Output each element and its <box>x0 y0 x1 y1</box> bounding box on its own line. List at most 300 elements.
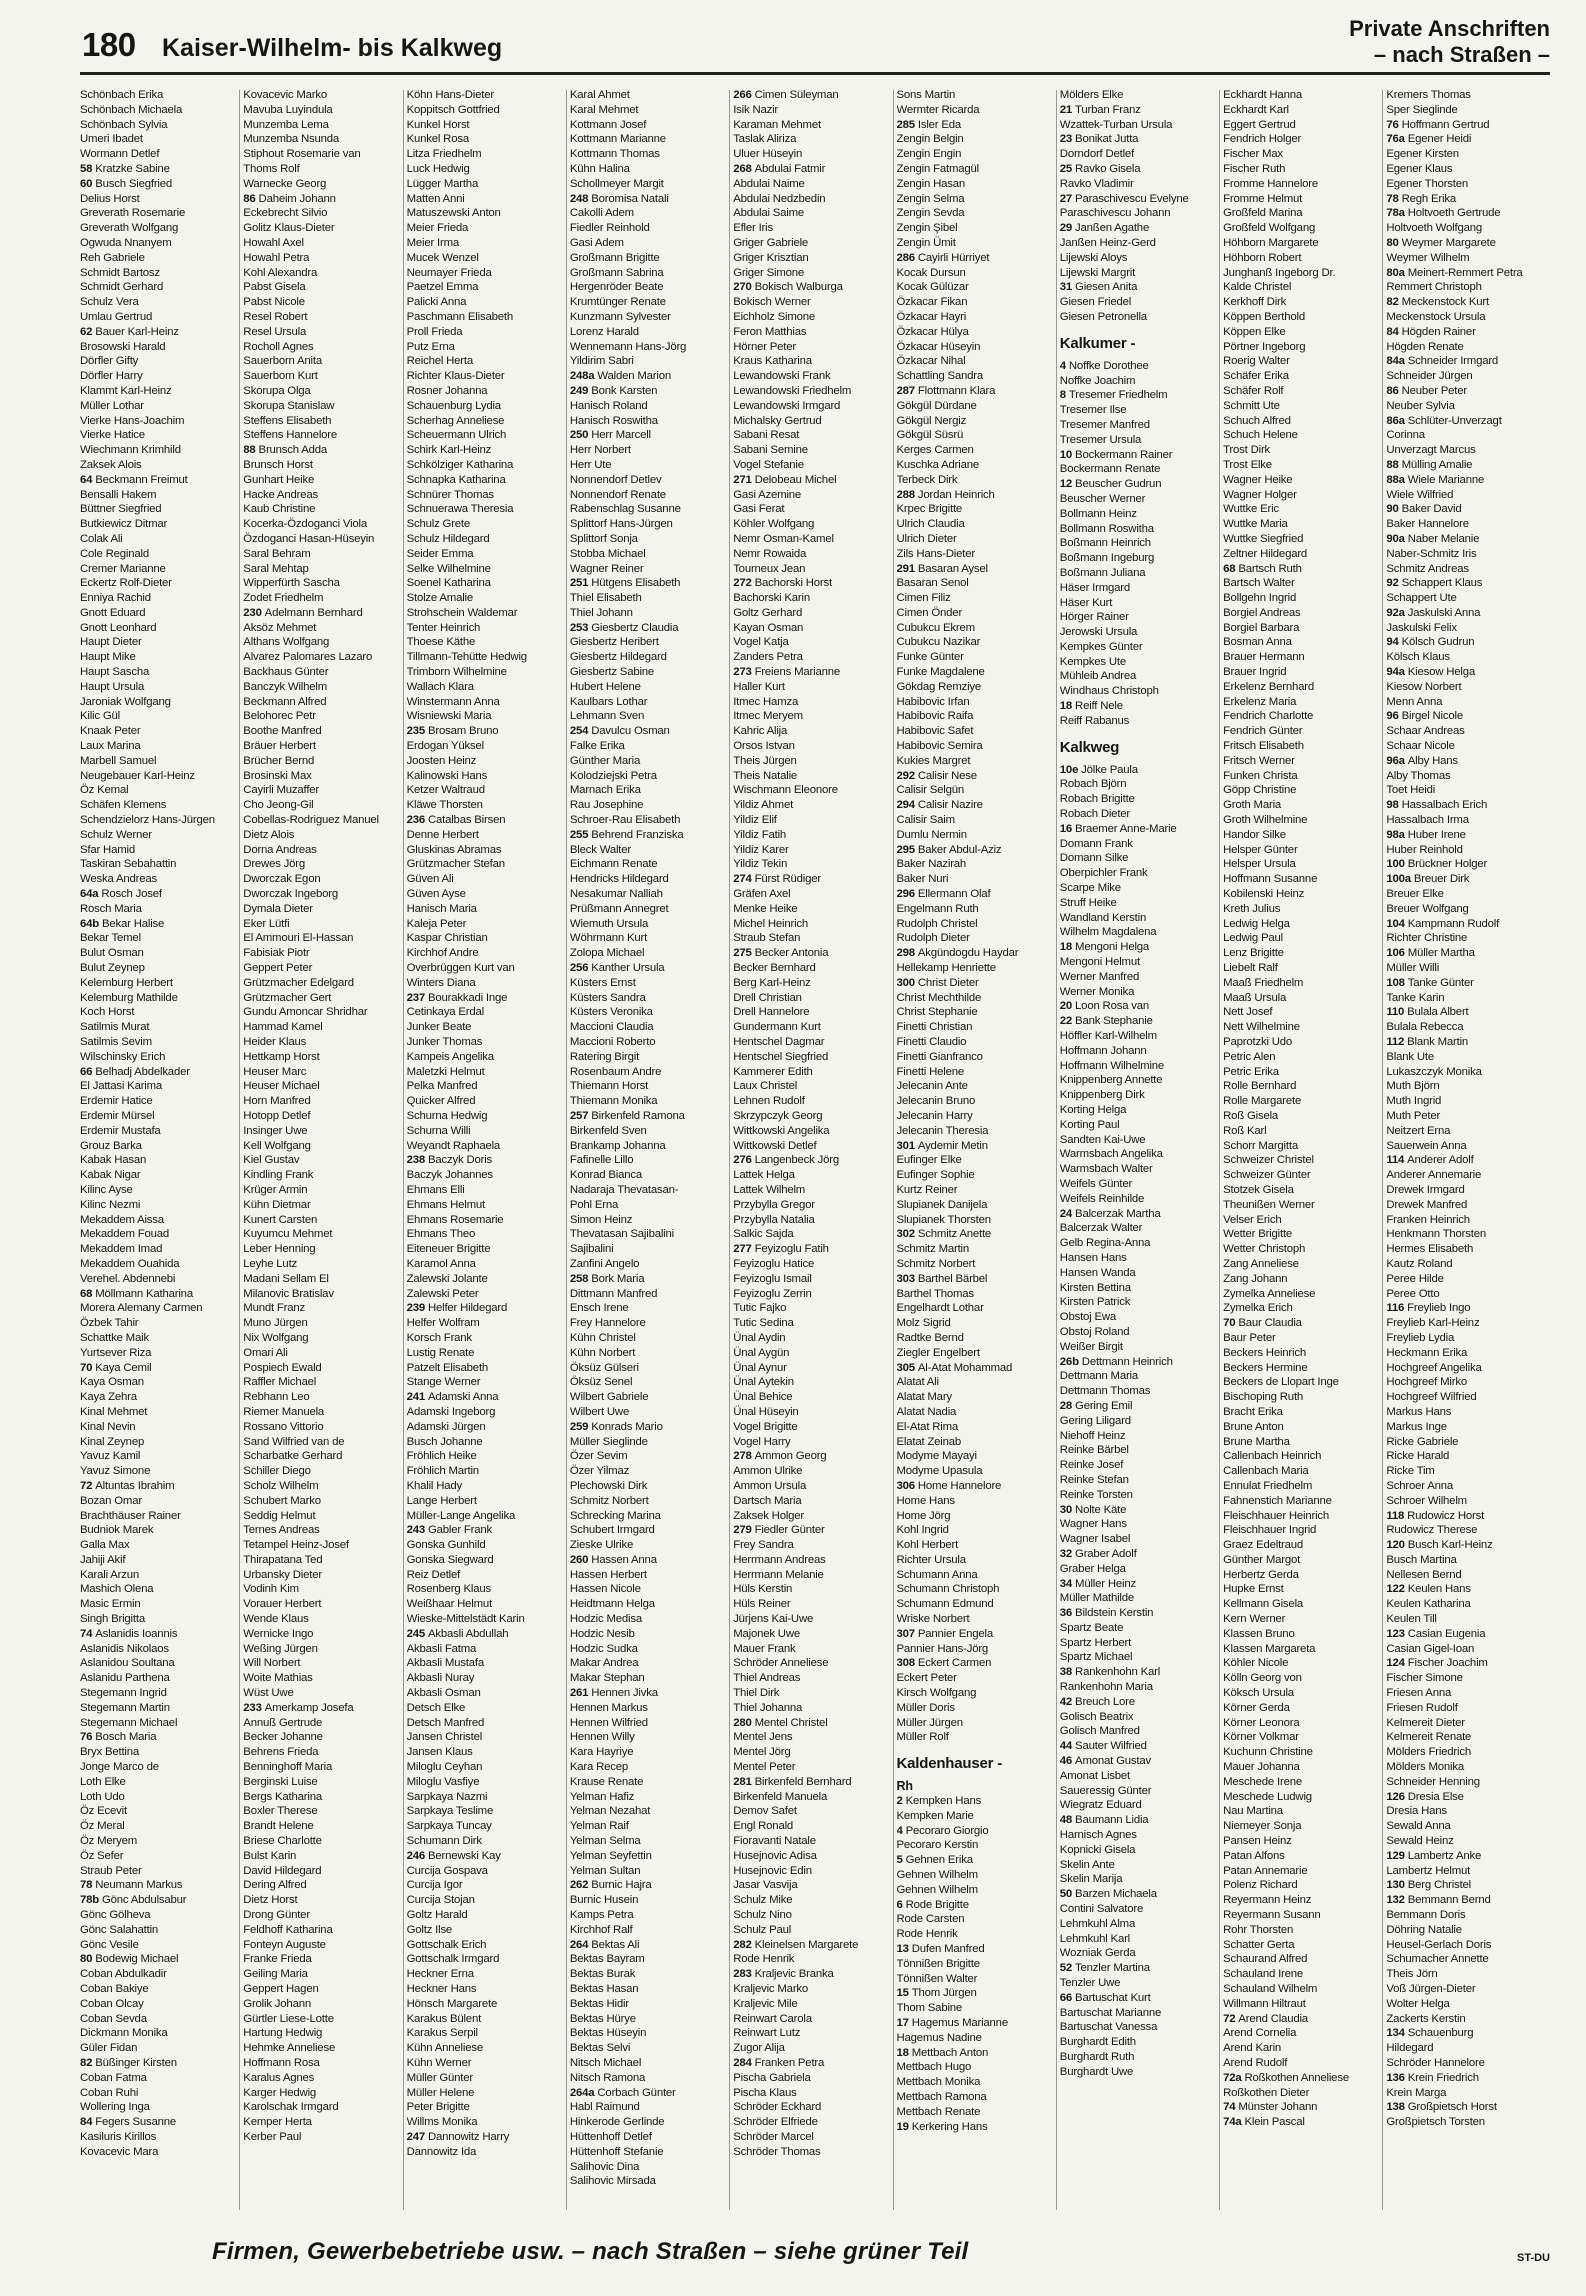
directory-entry: Husejnovic Edin <box>733 1864 812 1877</box>
directory-entry: Wriske Norbert <box>896 1613 970 1626</box>
directory-entry: Feyizoglu Zerrin <box>733 1287 812 1300</box>
directory-entry: Kelemburg Mathilde <box>80 991 178 1004</box>
directory-entry: Stange Werner <box>406 1376 481 1389</box>
directory-entry: 295 Baker Abdul-Aziz <box>896 843 1002 856</box>
directory-entry: Beckers Hermine <box>1223 1361 1308 1374</box>
directory-entry: Körner Volkmar <box>1223 1731 1299 1744</box>
directory-entry: Dietz Horst <box>243 1894 298 1907</box>
directory-entry: 106 Müller Martha <box>1386 947 1475 960</box>
directory-entry: Hüls Kerstin <box>733 1583 793 1596</box>
directory-entry: Schönbach Michaela <box>80 103 183 116</box>
directory-entry: 272 Bachorski Horst <box>733 577 832 590</box>
directory-entry: Reyermann Susann <box>1223 1909 1321 1922</box>
house-number: 70 <box>1223 1317 1239 1330</box>
directory-entry: Splittorf Sonja <box>569 532 638 545</box>
directory-entry: Hassen Herbert <box>569 1568 647 1581</box>
directory-entry: Karalus Agnes <box>243 2071 315 2084</box>
directory-entry: Althans Wolfgang <box>243 636 330 649</box>
directory-entry: Schattling Sandra <box>896 370 984 383</box>
directory-entry: Quicker Alfred <box>406 1095 476 1108</box>
directory-entry: Bektas Burak <box>569 1968 636 1981</box>
directory-entry: Özkacar Hayri <box>896 310 967 323</box>
directory-entry: Jansen Klaus <box>406 1746 473 1759</box>
directory-entry: Kiel Gustav <box>243 1154 300 1167</box>
directory-entry: Mölders Monika <box>1386 1761 1464 1774</box>
directory-entry: Kühn Werner <box>406 2056 472 2069</box>
directory-entry: Paschmann Elisabeth <box>406 310 513 323</box>
directory-entry: Bartuschat Vanessa <box>1059 2021 1158 2034</box>
directory-entry: 104 Kampmann Rudolf <box>1386 917 1500 930</box>
directory-entry: Rode Henrik <box>733 1953 795 1966</box>
directory-entry: Modyme Mayayi <box>896 1450 977 1463</box>
directory-entry: Kölsch Klaus <box>1386 651 1450 664</box>
directory-entry: 48 Baumann Lidia <box>1059 1814 1149 1827</box>
house-number: 70 <box>80 1361 96 1374</box>
house-number: 237 <box>406 991 428 1004</box>
directory-entry: 84a Schneider Irmgard <box>1386 355 1499 368</box>
directory-entry: Heider Klaus <box>243 1036 307 1048</box>
directory-entry: Friesen Anna <box>1386 1687 1452 1700</box>
directory-entry: Brune Anton <box>1223 1420 1284 1433</box>
directory-entry: Skelin Marija <box>1059 1873 1123 1886</box>
directory-entry: Alatat Ali <box>896 1376 939 1389</box>
directory-entry: Butkiewicz Ditmar <box>80 518 168 531</box>
directory-entry: Wernicke Ingo <box>243 1627 314 1640</box>
directory-entry: Hendricks Hildegard <box>569 873 669 886</box>
house-number: 66 <box>80 1065 96 1078</box>
directory-entry: Korting Helga <box>1059 1104 1127 1116</box>
directory-entry: Horn Manfred <box>243 1095 311 1108</box>
directory-entry: 92 Schappert Klaus <box>1386 577 1483 590</box>
directory-entry: Wagner Reiner <box>569 562 644 575</box>
directory-entry: 294 Calisir Nazire <box>896 799 983 812</box>
directory-entry: Ledwig Paul <box>1223 932 1283 945</box>
directory-entry: Adamski Jürgen <box>406 1420 486 1433</box>
directory-entry: Gasi Ferat <box>733 503 785 516</box>
directory-entry: Wilschinsky Erich <box>80 1050 166 1063</box>
directory-entry: Kirsten Patrick <box>1059 1296 1131 1309</box>
directory-entry: Muth Peter <box>1386 1109 1441 1122</box>
directory-entry: Richter Klaus-Dieter <box>406 370 505 383</box>
directory-entry: Christ Stephanie <box>896 1006 978 1019</box>
directory-entry: Breuer Wolfgang <box>1386 902 1469 915</box>
directory-entry: Winters Diana <box>406 976 476 989</box>
directory-entry: Paraschivescu Johann <box>1059 207 1171 220</box>
directory-entry: Drell Christian <box>733 991 802 1004</box>
directory-entry: Vierke Hatice <box>80 429 145 442</box>
directory-entry: Öz Kemal <box>80 784 129 797</box>
directory-entry: Arend Rudolf <box>1223 2056 1288 2069</box>
directory-entry: Golitz Klaus-Dieter <box>243 222 335 235</box>
directory-entry: Bergs Katharina <box>243 1790 322 1803</box>
directory-entry: Eker Lütfi <box>243 917 290 930</box>
house-number: 306 <box>896 1479 918 1492</box>
directory-entry: Yelman Selma <box>569 1835 641 1848</box>
directory-entry: Satilmis Sevim <box>80 1036 152 1048</box>
directory-entry: Stegemann Ingrid <box>80 1687 167 1700</box>
directory-entry: Wetter Christoph <box>1223 1243 1306 1256</box>
directory-entry: Hansen Wanda <box>1059 1266 1136 1279</box>
directory-entry: 84 Fegers Susanne <box>80 2116 177 2129</box>
directory-entry: Wagner Hans <box>1059 1518 1127 1531</box>
directory-column-4 <box>570 88 722 2218</box>
house-number: 2 <box>896 1795 906 1808</box>
directory-entry: 307 Pannier Engela <box>896 1627 993 1640</box>
directory-entry: 279 Fiedler Günter <box>733 1524 825 1537</box>
directory-entry: 4 Noffke Dorothee <box>1059 359 1149 372</box>
directory-entry: Janßen Heinz-Gerd <box>1059 236 1156 249</box>
directory-entry: Thiel Andreas <box>733 1672 801 1685</box>
house-number: 124 <box>1386 1657 1408 1670</box>
house-number: 42 <box>1059 1695 1076 1708</box>
directory-entry: Habibovic Safet <box>896 725 974 738</box>
directory-entry: Home Jörg <box>896 1509 951 1522</box>
directory-entry: 16 Braemer Anne-Marie <box>1059 822 1177 835</box>
house-number: 80a <box>1386 266 1408 279</box>
house-number: 260 <box>569 1553 592 1566</box>
directory-entry: Müller Sieglinde <box>569 1435 648 1448</box>
directory-entry: Reichel Herta <box>406 355 473 368</box>
directory-entry: Maccioni Claudia <box>569 1021 654 1034</box>
directory-entry: Feyizoglu Ismail <box>733 1272 812 1285</box>
house-number: 30 <box>1059 1503 1076 1516</box>
house-number: 254 <box>569 725 592 738</box>
directory-entry: Stotzek Gisela <box>1223 1183 1294 1196</box>
directory-entry: 247 Dannowitz Harry <box>406 2130 510 2143</box>
directory-entry: Jelecanin Harry <box>896 1109 973 1122</box>
directory-entry: Schumann Dirk <box>406 1835 482 1848</box>
page-title: Kaiser-Wilhelm- bis Kalkweg <box>162 34 503 62</box>
directory-entry: 283 Kraljevic Branka <box>733 1968 834 1981</box>
directory-entry: Höhborn Robert <box>1223 251 1302 264</box>
directory-entry: Stobba Michael <box>569 547 646 560</box>
directory-entry: Thoms Rolf <box>243 162 300 175</box>
directory-entry: Karal Ahmet <box>569 89 630 101</box>
directory-entry: Rankenhohn Maria <box>1059 1681 1153 1694</box>
house-number: 86 <box>1386 384 1402 397</box>
directory-entry: Overbrüggen Kurt van <box>406 962 515 975</box>
directory-entry: Giesen Friedel <box>1059 296 1132 309</box>
directory-entry: Nett Wilhelmine <box>1223 1021 1300 1034</box>
house-number: 112 <box>1386 1036 1408 1048</box>
directory-entry: Kaya Osman <box>80 1376 144 1389</box>
directory-entry: 271 Delobeau Michel <box>733 473 837 486</box>
directory-entry: Akbasli Fatma <box>406 1642 477 1655</box>
directory-entry: Rudolph Christel <box>896 917 978 930</box>
directory-entry: 90 Baker David <box>1386 503 1462 516</box>
directory-entry: Munzemba Nsunda <box>243 133 340 146</box>
directory-entry: Abdulai Naime <box>733 177 805 190</box>
directory-entry: Ehmans Helmut <box>406 1198 486 1211</box>
directory-entry: Kläwe Thorsten <box>406 799 483 812</box>
directory-entry: Hennen Markus <box>569 1701 648 1714</box>
directory-entry: Hartung Hedwig <box>243 2027 323 2040</box>
street-heading: Kaldenhauser - <box>896 1755 1003 1773</box>
directory-entry: Woite Mathias <box>243 1672 313 1685</box>
section-heading-line2: – nach Straßen – <box>1373 42 1550 67</box>
directory-entry: Ternes Andreas <box>243 1524 320 1537</box>
directory-entry: Gundermann Kurt <box>733 1021 821 1034</box>
directory-entry: Howahl Axel <box>243 236 304 249</box>
directory-entry: Tillmann-Tehütte Hedwig <box>406 651 527 664</box>
directory-entry: Eckebrecht Silvio <box>243 207 328 220</box>
directory-entry: 15 Thom Jürgen <box>896 1987 977 2000</box>
directory-entry: El Ammouri El-Hassan <box>243 932 354 945</box>
directory-entry: Öz Ecevit <box>80 1805 127 1818</box>
directory-entry: Hüttenhoff Detlef <box>569 2130 652 2143</box>
directory-column-5 <box>733 88 885 2218</box>
directory-entry: 298 Akgündogdu Haydar <box>896 947 1019 960</box>
directory-entry: Bollmann Heinz <box>1059 507 1137 520</box>
house-number: 268 <box>733 162 755 175</box>
house-number: 296 <box>896 888 918 901</box>
directory-entry: 132 Bemmann Bernd <box>1386 1894 1491 1907</box>
directory-entry: Kühn Dietmar <box>243 1198 311 1211</box>
directory-entry: Kilinc Ayse <box>80 1183 133 1196</box>
directory-entry: Reiz Detlef <box>406 1568 461 1581</box>
directory-entry: Tanke Karin <box>1386 991 1445 1004</box>
directory-entry: Nonnendorf Renate <box>569 488 666 501</box>
directory-entry: Falke Erika <box>569 740 625 753</box>
directory-entry: Fendrich Holger <box>1223 133 1302 146</box>
directory-entry: Greverath Rosemarie <box>80 207 186 220</box>
house-number: 44 <box>1059 1740 1076 1753</box>
directory-entry: Kelemburg Herbert <box>80 976 173 989</box>
directory-entry: Schröder Thomas <box>733 2145 821 2158</box>
directory-entry: 5 Gehnen Erika <box>896 1854 973 1867</box>
directory-entry: Knaak Peter <box>80 725 141 738</box>
directory-entry: 76 Bosch Maria <box>80 1731 157 1744</box>
directory-entry: Wozniak Gerda <box>1059 1947 1136 1960</box>
house-number: 48 <box>1059 1814 1076 1827</box>
directory-entry: Menn Anna <box>1386 695 1443 708</box>
directory-entry: Alvarez Palomares Lazaro <box>243 651 373 664</box>
directory-entry: Egener Thorsten <box>1386 177 1469 190</box>
directory-entry: Weßing Jürgen <box>243 1642 318 1655</box>
directory-entry: Ennulat Friedhelm <box>1223 1479 1313 1492</box>
directory-entry: Jürjens Kai-Uwe <box>733 1613 814 1626</box>
directory-entry: Bockermann Renate <box>1059 463 1161 476</box>
directory-entry: Straub Peter <box>80 1864 142 1877</box>
directory-entry: Dartsch Maria <box>733 1494 802 1507</box>
house-number: 248a <box>569 370 598 383</box>
directory-entry: Nesakumar Nalliah <box>569 888 663 901</box>
directory-entry: Schmitz Martin <box>896 1243 970 1256</box>
column-divider <box>1056 90 1057 2210</box>
directory-entry: Gasi Adem <box>569 236 624 249</box>
directory-entry: Niehoff Heinz <box>1059 1429 1126 1442</box>
directory-entry: Annuß Gertrude <box>243 1716 323 1729</box>
directory-entry: Kautz Roland <box>1386 1257 1453 1270</box>
directory-entry: Großmann Sabrina <box>569 266 664 279</box>
directory-entry: 88 Brunsch Adda <box>243 444 328 457</box>
directory-entry: Robach Brigitte <box>1059 793 1135 806</box>
directory-entry: Golisch Manfred <box>1059 1725 1140 1738</box>
directory-entry: 258 Bork Maria <box>569 1272 645 1285</box>
directory-entry: Wittkowski Detlef <box>733 1139 817 1152</box>
directory-entry: Habibovic Raifa <box>896 710 974 723</box>
directory-entry: Borgiel Andreas <box>1223 606 1301 619</box>
house-number: 94a <box>1386 666 1408 679</box>
directory-entry: Abdulai Nedzbedin <box>733 192 826 205</box>
directory-entry: Reinke Torsten <box>1059 1488 1133 1501</box>
directory-entry: Callenbach Maria <box>1223 1465 1309 1478</box>
directory-entry: Stiphout Rosemarie van <box>243 148 361 161</box>
directory-entry: Steffens Hannelore <box>243 429 338 442</box>
directory-entry: Simon Heinz <box>569 1213 633 1226</box>
directory-entry: Boßmann Ingeburg <box>1059 552 1155 565</box>
directory-entry: Richter Ursula <box>896 1553 966 1566</box>
directory-entry: Grouz Barka <box>80 1139 142 1152</box>
directory-entry: Mettbach Ramona <box>896 2090 987 2103</box>
directory-entry: Schumann Anna <box>896 1568 978 1581</box>
directory-entry: Körner Gerda <box>1223 1701 1290 1714</box>
directory-entry: Joosten Heinz <box>406 754 477 767</box>
directory-entry: Seider Emma <box>406 547 474 560</box>
directory-entry: Skorupa Stanislaw <box>243 399 335 412</box>
directory-entry: Mentel Jens <box>733 1731 793 1744</box>
directory-entry: Zanfini Angelo <box>569 1257 640 1270</box>
directory-entry: Rode Carsten <box>896 1913 965 1926</box>
directory-entry: 23 Bonikat Jutta <box>1059 133 1139 146</box>
directory-column-9 <box>1386 88 1538 2218</box>
directory-entry: Wagner Holger <box>1223 488 1297 501</box>
house-number: 247 <box>406 2130 428 2143</box>
house-number: 275 <box>733 947 755 960</box>
section-heading-line1: Private Anschriften <box>1349 16 1550 41</box>
directory-entry: Zang Anneliese <box>1223 1257 1299 1270</box>
directory-entry: Kühn Halina <box>569 162 630 175</box>
directory-entry: Kaleja Peter <box>406 917 467 930</box>
directory-entry: Coban Bakiye <box>80 1983 149 1995</box>
directory-entry: Dörfler Gifty <box>80 355 139 368</box>
directory-entry: Küsters Ernst <box>569 976 636 989</box>
directory-entry: Morera Alemany Carmen <box>80 1302 203 1315</box>
directory-entry: Bischoping Ruth <box>1223 1391 1304 1404</box>
directory-entry: 32 Graber Adolf <box>1059 1547 1137 1560</box>
directory-entry: Bokisch Werner <box>733 296 811 309</box>
directory-entry: Finetti Claudio <box>896 1036 967 1048</box>
directory-entry: Peter Brigitte <box>406 2101 470 2114</box>
directory-entry: Adamski Ingeborg <box>406 1405 496 1418</box>
directory-entry: Schulz Grete <box>406 518 471 531</box>
directory-entry: 74 Aslanidis Ioannis <box>80 1627 178 1640</box>
house-number: 78b <box>80 1894 102 1907</box>
directory-entry: Mashich Olena <box>80 1583 154 1596</box>
directory-entry: Köhler Nicole <box>1223 1657 1289 1670</box>
directory-entry: Güven Ali <box>406 873 454 886</box>
directory-entry: Baczyk Johannes <box>406 1169 493 1182</box>
house-number: 92a <box>1386 606 1408 619</box>
house-number: 122 <box>1386 1583 1408 1596</box>
directory-entry: Molz Sigrid <box>896 1317 951 1330</box>
directory-entry: Baker Nuri <box>896 873 949 886</box>
directory-entry: Hentschel Siegfried <box>733 1050 829 1063</box>
house-number: 129 <box>1386 1849 1408 1862</box>
directory-entry: Schäfer Erika <box>1223 370 1289 383</box>
directory-entry: 96 Birgel Nicole <box>1386 710 1463 723</box>
house-number: 36 <box>1059 1607 1076 1620</box>
directory-entry: Kunert Carsten <box>243 1213 318 1226</box>
directory-entry: Stegemann Michael <box>80 1716 178 1729</box>
directory-entry: Thevatasan Sajibalini <box>569 1228 674 1241</box>
directory-entry: Schkölziger Katharina <box>406 458 514 471</box>
house-number: 98a <box>1386 828 1408 841</box>
directory-entry: Zanders Petra <box>733 651 803 664</box>
house-number: 283 <box>733 1968 755 1981</box>
directory-entry: 10 Bockermann Rainer <box>1059 448 1173 461</box>
directory-entry: Trost Elke <box>1223 458 1272 471</box>
directory-entry: Dumlu Nermin <box>896 828 967 841</box>
directory-entry: Rosenbaum Andre <box>569 1065 662 1078</box>
directory-entry: Kilinc Nezmi <box>80 1198 141 1211</box>
directory-entry: El Jattasi Karima <box>80 1080 163 1093</box>
directory-entry: Schurna Hedwig <box>406 1109 488 1122</box>
house-number: 6 <box>896 1898 906 1911</box>
directory-entry: Reyermann Heinz <box>1223 1894 1312 1907</box>
directory-entry: Vierke Hans-Joachim <box>80 414 185 427</box>
directory-entry: Heusel-Gerlach Doris <box>1386 1938 1492 1951</box>
house-number: 274 <box>733 873 755 886</box>
directory-entry: Patzelt Elisabeth <box>406 1361 489 1374</box>
directory-entry: Kilic Gül <box>80 710 120 723</box>
directory-entry: Belohorec Petr <box>243 710 316 723</box>
directory-entry: Güler Fidan <box>80 2042 138 2055</box>
directory-entry: Pabst Gisela <box>243 281 306 294</box>
directory-entry: Benninghoff Maria <box>243 1761 333 1774</box>
directory-entry: Willmann Hiltraut <box>1223 1997 1306 2010</box>
directory-entry: Kirchhof Andre <box>406 947 479 960</box>
directory-entry: 86a Schlüter-Unverzagt <box>1386 414 1502 427</box>
house-number: 239 <box>406 1302 428 1315</box>
house-number: 88 <box>243 444 259 457</box>
directory-entry: Pannier Hans-Jörg <box>896 1642 989 1655</box>
directory-entry: 46 Amonat Gustav <box>1059 1755 1151 1768</box>
directory-entry: Zodet Friedhelm <box>243 592 324 605</box>
directory-entry: Nemr Osman-Kamel <box>733 532 834 545</box>
directory-entry: Jaskulski Felix <box>1386 621 1457 634</box>
directory-entry: Roßkothen Dieter <box>1223 2086 1310 2099</box>
directory-entry: 254 Davulcu Osman <box>569 725 670 738</box>
directory-entry: Sauerborn Kurt <box>243 370 318 383</box>
house-number: 18 <box>1059 941 1076 954</box>
directory-entry: Jelecanin Theresia <box>896 1124 989 1137</box>
directory-entry: Özer Sevim <box>569 1450 628 1463</box>
house-number: 277 <box>733 1243 755 1256</box>
directory-entry: Kayan Osman <box>733 621 804 634</box>
house-number: 4 <box>1059 359 1069 372</box>
directory-entry: Urbansky Dieter <box>243 1568 322 1581</box>
directory-entry: 84 Högden Rainer <box>1386 325 1476 338</box>
directory-entry: 21 Turban Franz <box>1059 103 1141 116</box>
directory-entry: Kunkel Rosa <box>406 133 469 146</box>
directory-entry: Vorauer Herbert <box>243 1598 322 1611</box>
directory-entry: 24 Balcerzak Martha <box>1059 1207 1161 1220</box>
directory-entry: 268 Abdulai Fatmir <box>733 162 826 175</box>
directory-entry: Schaar Nicole <box>1386 740 1455 753</box>
directory-entry: Özer Yilmaz <box>569 1465 630 1478</box>
directory-entry: Trost Dirk <box>1223 444 1271 457</box>
house-number: 287 <box>896 384 918 397</box>
directory-entry: Kiesow Norbert <box>1386 680 1462 693</box>
directory-entry: Burnic Husein <box>569 1894 639 1907</box>
directory-entry: Gasi Azemine <box>733 488 802 501</box>
directory-entry: Drong Günter <box>243 1909 310 1922</box>
house-number: 286 <box>896 251 918 264</box>
directory-entry: Werner Manfred <box>1059 970 1140 983</box>
house-number: 80 <box>1386 236 1402 249</box>
directory-entry: Calisir Saim <box>896 814 955 827</box>
